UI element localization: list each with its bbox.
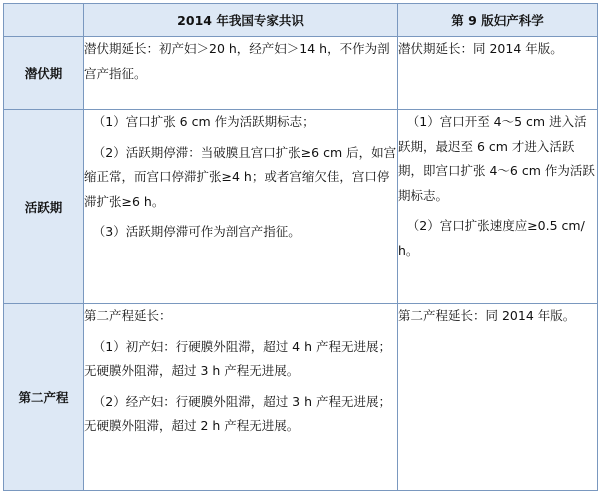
cell-text: （1）初产妇：行硬膜外阻滞，超过 4 h 产程无进展；无硬膜外阻滞，超过 3 h 产程无进展。 [84,338,391,378]
cell-text: 潜伏期延长：同 2014 年版。 [398,41,563,56]
cell-active-consensus [84,110,398,304]
comparison-table [3,3,598,491]
cell-text: （2）活跃期停滞：当破膜且宫口扩张≥6 cm 后，如宫缩正常，而宫口停滞扩张≥4 h；或者宫缩欠佳，宫口停滞扩张≥6 h。 [84,144,397,209]
cell-second-textbook [398,304,598,491]
cell-text: （1）宫口扩张 6 cm 作为活跃期标志； [92,114,315,129]
cell-text: （3）活跃期停滞可作为剖宫产指征。 [92,224,301,239]
table-row [4,110,598,304]
cell-text: （1）宫口开至 4～5 cm 进入活跃期，最迟至 6 cm 才进入活跃期，即宫口扩张 4～6 cm 作为活跃期标志。 [398,114,595,203]
cell-active-textbook [398,110,598,304]
row-label-second-stage: 第二产程 [4,304,84,491]
header-textbook-9th: 第 9 版妇产科学 [398,4,598,37]
cell-text: 潜伏期延长：初产妇＞20 h，经产妇＞14 h，不作为剖宫产指征。 [84,41,390,81]
cell-latent-consensus [84,37,398,110]
cell-text: （2）经产妇：行硬膜外阻滞，超过 3 h 产程无进展；无硬膜外阻滞，超过 2 h 产程无进展。 [84,393,391,433]
table-row [4,304,598,491]
header-row [4,4,598,37]
header-corner [4,4,84,37]
table-row [4,37,598,110]
cell-second-consensus [84,304,398,491]
header-expert-consensus: 2014 年我国专家共识 [84,4,398,37]
cell-text: 第二产程延长： [84,308,172,323]
cell-latent-textbook [398,37,598,110]
row-label-latent: 潜伏期 [4,37,84,110]
row-label-active: 活跃期 [4,110,84,304]
cell-text: 第二产程延长：同 2014 年版。 [398,308,576,323]
cell-text: （2）宫口扩张速度应≥0.5 cm/h。 [398,218,585,258]
